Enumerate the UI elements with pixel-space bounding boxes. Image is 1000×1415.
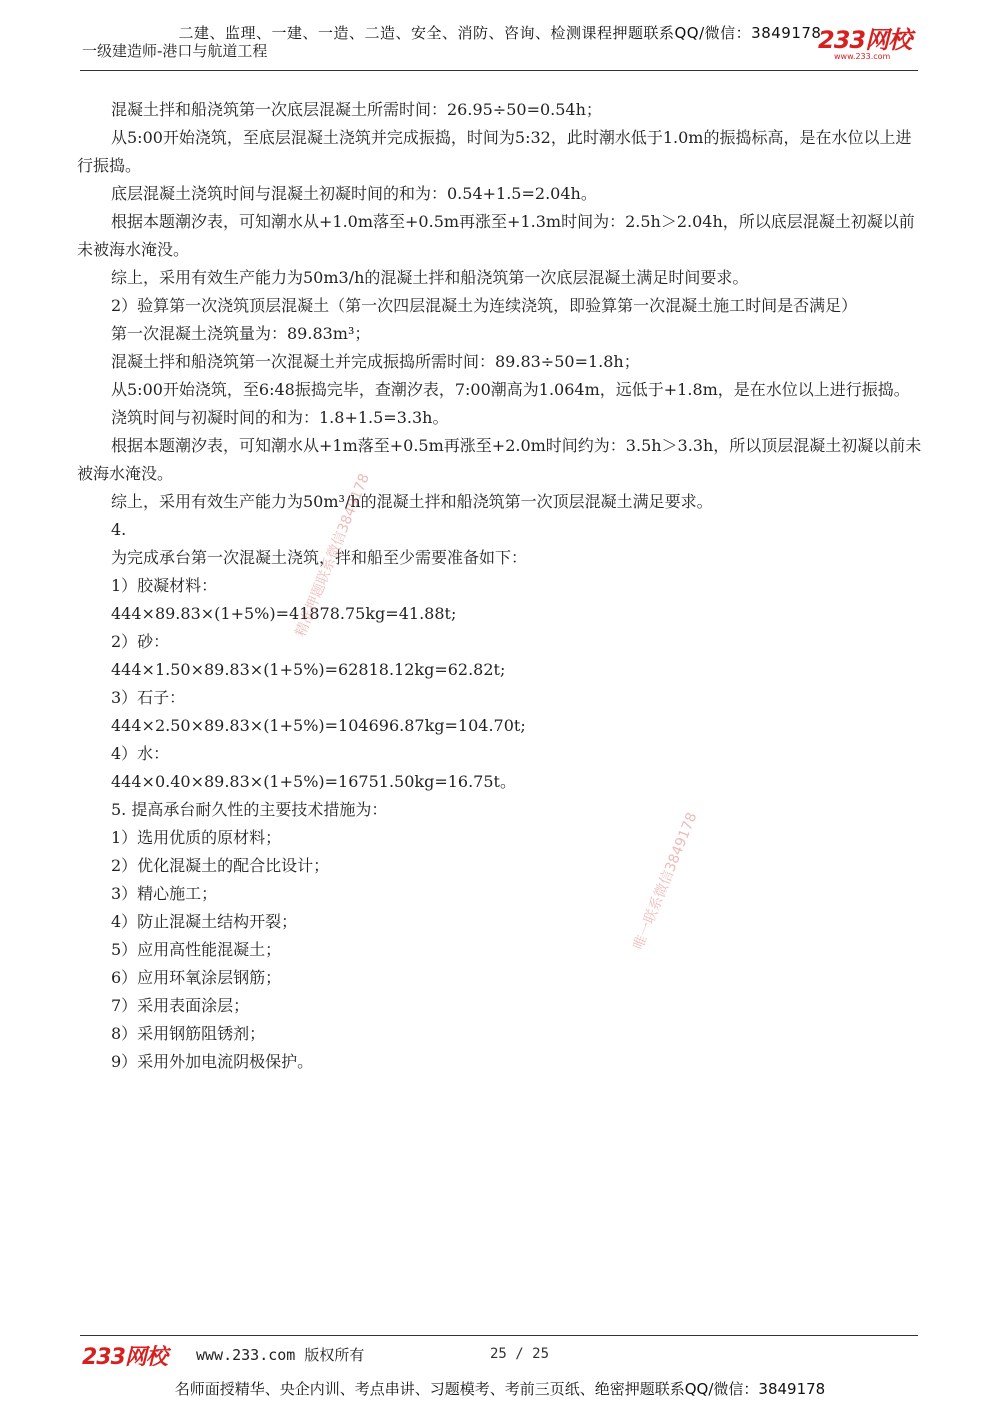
paragraph: 综上，采用有效生产能力为50m³/h的混凝土拌和船浇筑第一次顶层混凝土满足要求。 — [111, 492, 713, 511]
watermark-text: 精准押题联系微信3849178 — [292, 471, 373, 640]
list-item: 1）胶凝材料： — [111, 576, 218, 595]
paragraph: 从5:00开始浇筑，至底层混凝土浇筑并完成振捣，时间为5:32，此时潮水低于1.0m的振捣标高，是在水位以上进行振捣。 — [77, 128, 912, 175]
document-body — [77, 96, 925, 1076]
paragraph: 浇筑时间与初凝时间的和为：1.8+1.5=3.3h。 — [111, 408, 449, 427]
formula-line: 444×0.40×89.83×(1+5%)=16751.50kg=16.75t。 — [111, 772, 516, 791]
footer-logo: 233网校 — [82, 1345, 167, 1370]
paragraph: 底层混凝土浇筑时间与混凝土初凝时间的和为：0.54+1.5=2.04h。 — [111, 184, 597, 203]
paragraph: 综上，采用有效生产能力为50m3/h的混凝土拌和船浇筑第一次底层混凝土满足时间要求。 — [111, 268, 749, 287]
list-item: 3）石子： — [111, 688, 186, 707]
footer-divider — [80, 1335, 918, 1336]
header-promo: 二建、监理、一建、一造、二造、安全、消防、咨询、检测课程押题联系QQ/微信：3849178 — [178, 24, 822, 42]
paragraph: 混凝土拌和船浇筑第一次混凝土并完成振捣所需时间：89.83÷50=1.8h； — [111, 352, 640, 371]
list-item: 2）砂： — [111, 632, 170, 651]
list-item: 8）采用钢筋阻锈剂； — [111, 1024, 266, 1043]
list-item: 4）水： — [111, 744, 170, 763]
paragraph: 根据本题潮汐表，可知潮水从+1.0m落至+0.5m再涨至+1.3m时间为：2.5h＞2.04h，所以底层混凝土初凝以前未被海水淹没。 — [77, 212, 915, 259]
footer-copyright: www.233.com 版权所有 — [196, 1346, 365, 1364]
paragraph: 从5:00开始浇筑，至6:48振捣完毕，查潮汐表，7:00潮高为1.064m，远低于+1.8m，是在水位以上进行振捣。 — [111, 380, 910, 399]
list-item: 7）采用表面涂层； — [111, 996, 250, 1015]
list-item: 4）防止混凝土结构开裂； — [111, 912, 298, 931]
brand-logo-text: 233网校 — [818, 26, 912, 54]
formula-line: 444×1.50×89.83×(1+5%)=62818.12kg=62.82t; — [111, 660, 506, 679]
section-number: 4. — [111, 520, 127, 539]
page-number: 25 / 25 — [490, 1346, 550, 1362]
header-subtitle: 一级建造师-港口与航道工程 — [82, 42, 268, 60]
paragraph: 为完成承台第一次混凝土浇筑，拌和船至少需要准备如下： — [111, 548, 528, 567]
paragraph: 第一次混凝土浇筑量为：89.83m³； — [111, 324, 371, 343]
watermark-text: 唯一联系微信3849178 — [630, 810, 701, 953]
paragraph: 2）验算第一次浇筑顶层混凝土（第一次四层混凝土为连续浇筑，即验算第一次混凝土施工时间是否满足） — [111, 296, 858, 315]
formula-line: 444×89.83×(1+5%)=41878.75kg=41.88t; — [111, 604, 457, 623]
section-heading: 5. 提高承台耐久性的主要技术措施为： — [111, 800, 388, 819]
paragraph: 根据本题潮汐表，可知潮水从+1m落至+0.5m再涨至+2.0m时间约为：3.5h＞3.3h，所以顶层混凝土初凝以前未被海水淹没。 — [77, 436, 922, 483]
list-item: 3）精心施工； — [111, 884, 218, 903]
list-item: 9）采用外加电流阴极保护。 — [111, 1052, 314, 1071]
header-divider — [80, 70, 918, 71]
formula-line: 444×2.50×89.83×(1+5%)=104696.87kg=104.70t; — [111, 716, 526, 735]
footer-promo: 名师面授精华、央企内训、考点串讲、习题模考、考前三页纸、绝密押题联系QQ/微信：3849178 — [174, 1380, 826, 1398]
list-item: 6）应用环氧涂层钢筋； — [111, 968, 282, 987]
list-item: 5）应用高性能混凝土； — [111, 940, 282, 959]
list-item: 2）优化混凝土的配合比设计； — [111, 856, 330, 875]
list-item: 1）选用优质的原材料； — [111, 828, 282, 847]
brand-logo — [818, 28, 928, 60]
paragraph: 混凝土拌和船浇筑第一次底层混凝土所需时间：26.95÷50=0.54h； — [111, 100, 602, 119]
brand-logo-url: www.233.com — [834, 52, 891, 61]
